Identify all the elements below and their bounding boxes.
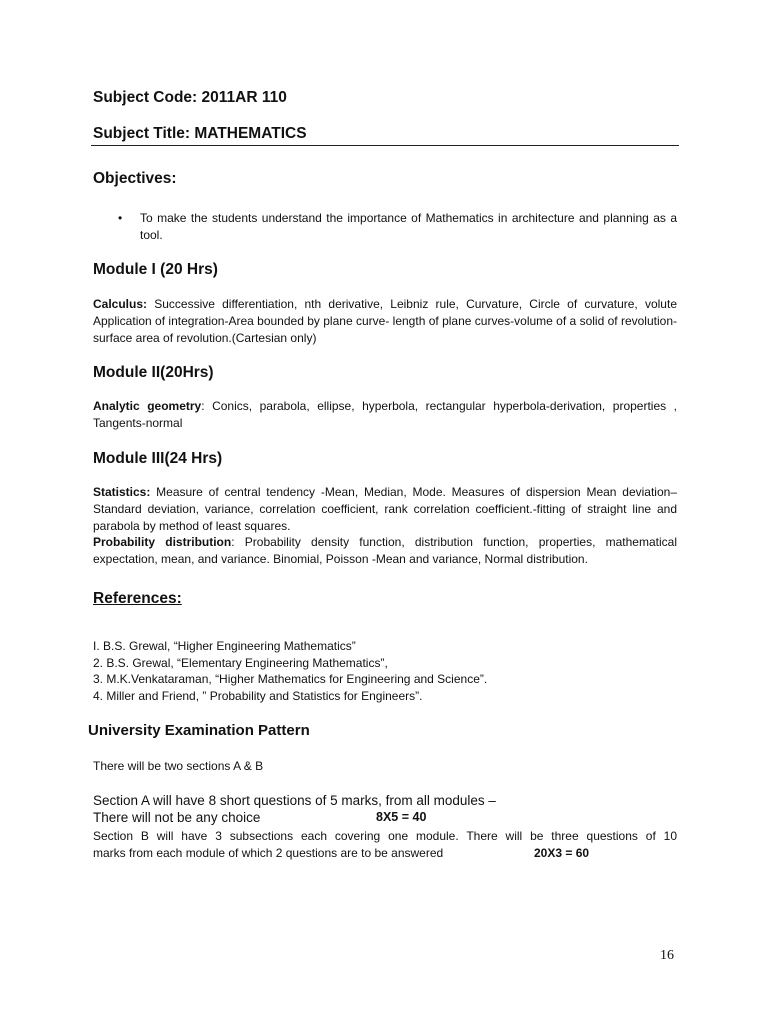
module-1-label: Calculus:: [93, 297, 148, 311]
statistics-text: Measure of central tendency -Mean, Median, Mode. Measures of dispersion Mean deviation– Standard deviation, variance, correlation coefficient, rank correlation coefficient.-fitting of straight line and parabola by method of least squares.: [93, 485, 677, 533]
module-3-paragraphs: [93, 484, 677, 568]
module-1-text: Successive differentiation, nth derivative, Leibniz rule, Curvature, Circle of curvature, volute Application of integration-Area bounded by plane curve- length of plane curves-volume of a solid of revolution- surface area of revolution.(Cartesian only): [93, 297, 677, 345]
probability-text: : Probability density function, distribution function, properties, mathematical expectation, mean, and variance. Binomial, Poisson -Mean and variance, Normal distribution.: [93, 535, 677, 567]
reference-item: 2. B.S. Grewal, “Elementary Engineering Mathematics”,: [93, 655, 388, 670]
section-a-line-1: Section A will have 8 short questions of 5 marks, from all modules –: [93, 793, 496, 808]
module-3-heading: Module III(24 Hrs): [93, 450, 223, 467]
module-2-paragraph: [93, 398, 677, 432]
page-number: 16: [660, 948, 674, 963]
probability-paragraph: [93, 534, 677, 568]
exam-intro: There will be two sections A & B: [93, 759, 264, 773]
subject-title: Subject Title: MATHEMATICS: [93, 125, 307, 142]
statistics-paragraph: [93, 484, 677, 534]
title-divider: [91, 145, 679, 146]
exam-pattern-heading: University Examination Pattern: [88, 722, 310, 739]
probability-label: Probability distribution: [93, 535, 232, 550]
module-1-heading: Module I (20 Hrs): [93, 261, 218, 278]
bullet-icon: •: [118, 211, 123, 225]
section-b-line-1: Section B will have 3 subsections each covering one module. There will be three questions of 10: [93, 829, 677, 843]
module-1-paragraph: [93, 296, 677, 346]
section-b-marks: 20X3 = 60: [534, 846, 590, 860]
module-2-heading: Module II(20Hrs): [93, 364, 214, 381]
module-2-text: : Conics, parabola, ellipse, hyperbola, rectangular hyperbola-derivation, properties , Tangents-normal: [93, 399, 677, 430]
section-b-line-2: marks from each module of which 2 questions are to be answered: [93, 846, 444, 860]
references-list: [93, 638, 487, 704]
section-a-marks: 8X5 = 40: [376, 810, 427, 824]
references-heading: References:: [93, 590, 182, 607]
reference-item: I. B.S. Grewal, “Higher Engineering Mathematics”: [93, 639, 356, 653]
module-2-label: Analytic geometry: [93, 399, 202, 413]
objectives-heading: Objectives:: [93, 170, 177, 187]
reference-item: 3. M.K.Venkataraman, “Higher Mathematics for Engineering and Science”.: [93, 672, 488, 687]
section-a-line-2: There will not be any choice: [93, 810, 261, 825]
objective-item: To make the students understand the importance of Mathematics in architecture and planning as a tool.: [140, 211, 677, 242]
subject-code: Subject Code: 2011AR 110: [93, 89, 287, 106]
statistics-label: Statistics:: [93, 485, 151, 499]
reference-item: 4. Miller and Friend, ” Probability and Statistics for Engineers”.: [93, 688, 423, 703]
